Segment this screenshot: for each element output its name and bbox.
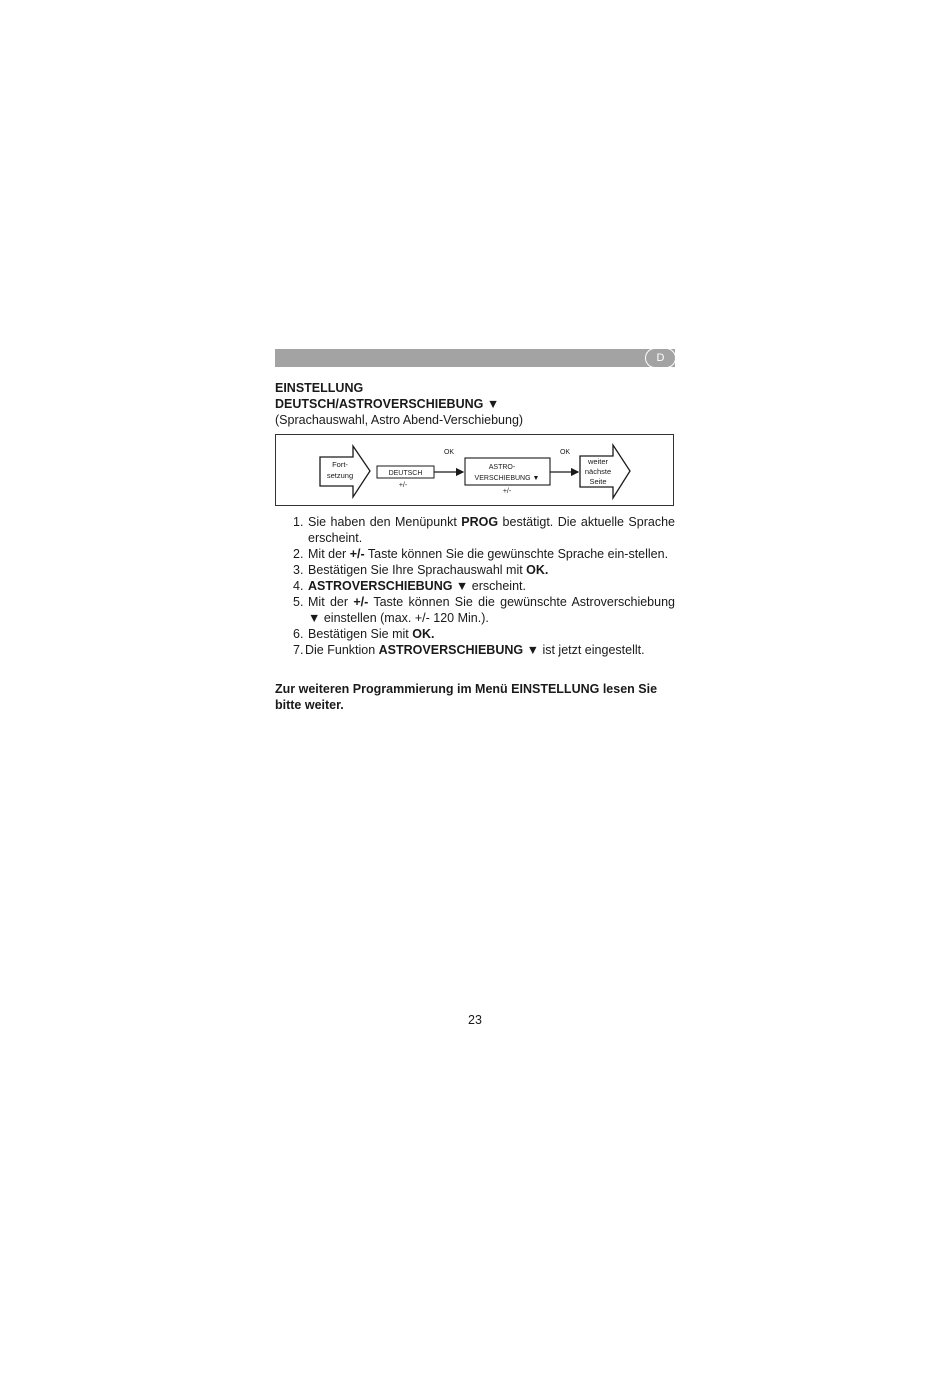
section-title	[275, 380, 675, 412]
end-label-line3: Seite	[589, 477, 607, 486]
section-subtitle: (Sprachauswahl, Astro Abend-Verschiebung)	[275, 413, 524, 427]
step-item: 7. Die Funktion ASTROVERSCHIEBUNG ▼ ist jetzt eingestellt.	[293, 643, 645, 657]
ok-label-1: OK	[443, 449, 455, 456]
astro-box-line1: ASTRO-	[488, 464, 516, 471]
deutsch-key-label: +/-	[398, 482, 408, 489]
language-badge: D	[645, 348, 676, 368]
end-label-line2: nächste	[584, 467, 612, 476]
section-title-line1: EINSTELLUNG	[275, 381, 364, 395]
start-label-line1: Fort-	[332, 460, 348, 469]
header-bar	[275, 349, 675, 367]
page-number: 23	[468, 1013, 482, 1027]
step-item: 3. Bestätigen Sie Ihre Sprachauswahl mit OK.	[293, 563, 549, 577]
instruction-steps	[275, 514, 675, 658]
ok-label-2: OK	[559, 449, 571, 456]
step-item: 5. Mit der +/- Taste können Sie die gewünschte Astroverschiebung ▼ einstellen (max. +/- 120 Min.).	[293, 595, 675, 625]
start-label-line2: setzung	[326, 471, 354, 480]
step-item: 1. Sie haben den Menüpunkt PROG bestätigt. Die aktuelle Sprache erscheint.	[293, 515, 675, 545]
end-label-line1: weiter	[587, 457, 609, 466]
step-item: 4. ASTROVERSCHIEBUNG ▼ erscheint.	[293, 579, 526, 593]
astro-key-label: +/-	[502, 488, 512, 495]
step-item: 2. Mit der +/- Taste können Sie die gewünschte Sprache ein-stellen.	[293, 547, 669, 561]
astro-box-line2: VERSCHIEBUNG ▼	[474, 475, 540, 482]
step-item: 6. Bestätigen Sie mit OK.	[293, 627, 435, 641]
flow-diagram-svg	[276, 435, 675, 507]
flow-diagram	[275, 434, 674, 506]
section-title-line2: DEUTSCH/ASTROVERSCHIEBUNG ▼	[275, 397, 500, 411]
final-note: Zur weiteren Programmierung im Menü EINSTELLUNG lesen Sie bitte weiter.	[275, 682, 658, 712]
deutsch-box-label: DEUTSCH	[388, 470, 423, 477]
